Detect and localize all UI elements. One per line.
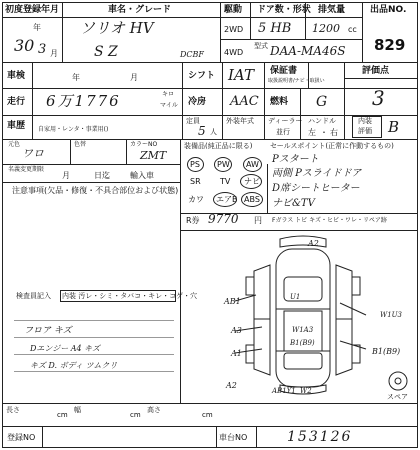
drive-2wd: 2WD <box>224 25 244 34</box>
fuel-label: 燃料 <box>270 97 289 107</box>
equip-sr: SR <box>190 177 201 186</box>
r-ticket-unit: 円 <box>254 216 262 225</box>
prev-color-label: 元色 <box>8 141 21 148</box>
history-label: 車歴 <box>7 121 26 131</box>
equip-tv: TV <box>220 177 231 186</box>
mark-b1-center: B1(B9) <box>290 339 315 347</box>
wheel-rl <box>246 345 254 363</box>
equipment-label: 装備品(純正品に限る) <box>184 142 253 150</box>
mark-w1a3: W1A3 <box>292 326 314 334</box>
mark-a3: A3 <box>231 326 242 335</box>
reg-year-hw: 30 <box>14 36 35 55</box>
mark-b1-right: B1(B9) <box>372 347 401 356</box>
r-ticket-label: R券 <box>186 216 200 225</box>
history-sub: 自家用・レンタ・事業用() <box>38 126 109 133</box>
mark-ab1y1: AB1Y1 <box>272 387 296 395</box>
unit-km: キロ <box>162 91 175 98</box>
mileage-label: 走行 <box>7 97 26 107</box>
model-label: 型式 <box>254 42 268 50</box>
displacement-label: 排気量 <box>318 5 346 15</box>
dealer-sub: 並行 <box>276 128 290 136</box>
steer-label: ハンドル <box>308 117 336 125</box>
rear-window <box>284 353 322 369</box>
r-ticket-hw: 9770 <box>208 212 239 226</box>
equip-abs: ABS <box>244 195 260 204</box>
mark-ab1: AB1 <box>224 297 241 306</box>
inspection-year: 年 <box>72 73 80 82</box>
import-label: 外装年式 <box>226 117 254 125</box>
capacity-hw: 5 <box>198 124 206 138</box>
cc-unit: cc <box>348 25 357 34</box>
auction-sheet <box>2 2 418 448</box>
spare-tire <box>389 372 407 390</box>
drive-label: 駆動 <box>224 5 243 15</box>
first-reg-label: 初度登録年月 <box>5 5 60 15</box>
capacity-unit: 人 <box>210 128 217 136</box>
circle-navi <box>240 174 262 189</box>
mileage-hw: 6万1776 <box>46 92 121 110</box>
capacity-label: 定員 <box>186 117 200 125</box>
sale-point-3: D席シートヒーター <box>272 183 360 194</box>
right-side-view <box>336 265 352 375</box>
front-bumper <box>280 236 326 247</box>
cc-hw: 1200 <box>312 22 340 35</box>
length-cm: cm <box>57 411 68 419</box>
drive-4wd: 4WD <box>224 48 244 57</box>
lot-label: 出品NO. <box>370 5 407 15</box>
warranty-sub: 取扱説明書/ナビ・取扱い <box>268 78 325 84</box>
height-cm: cm <box>202 411 213 419</box>
reg-number-label: 登録NO <box>7 433 36 442</box>
wheel-fr <box>352 277 360 295</box>
inspection-month: 月 <box>130 73 138 82</box>
steer-left: 左 <box>308 128 316 137</box>
fuel-hw: G <box>316 94 328 110</box>
lot-number: 829 <box>374 36 406 54</box>
ac-hw: AAC <box>230 94 259 109</box>
inspector-note-3: キズ D. ボディ ツムクリ <box>30 361 118 370</box>
warranty-label: 保証書 <box>270 66 298 76</box>
sale-point-2: 両側 Pスライドドア <box>272 168 362 179</box>
score-label: 評価点 <box>362 66 390 76</box>
circle-abs <box>241 192 263 207</box>
spare-label: スペア <box>387 393 408 401</box>
width-label: 幅 <box>74 406 81 414</box>
recycle-label: 輸入車 <box>130 171 154 180</box>
prev-color-hw: ワロ <box>22 147 44 160</box>
inspector-label: 検査員記入 <box>16 292 51 300</box>
left-side-view <box>254 265 270 375</box>
color-change-label: 色替 <box>74 141 87 148</box>
car-name-hw: ソリオ HV <box>80 19 154 37</box>
sale-point-4: ナビ&TV <box>272 198 315 209</box>
inspector-options: 内装 汚レ・シミ・タバコ・キレ・コゲ・穴 <box>62 292 198 300</box>
month-kanji: 月 <box>50 49 58 58</box>
colorno-label: カラーNO <box>130 141 158 148</box>
model-hw: DAA-MA46S <box>270 44 346 58</box>
sale-point-1: Pスタート <box>272 154 319 165</box>
colorno-hw: ZMT <box>140 149 167 162</box>
equip-navi: ナビ <box>244 177 260 186</box>
unit-mile: マイル <box>160 102 178 109</box>
inspector-note-2: Dエンジー A4 キズ <box>30 344 101 353</box>
interior-hw: B <box>388 118 400 136</box>
mark-a2-top: A2 <box>308 239 319 248</box>
mark-a2-left: A2 <box>226 381 237 390</box>
length-label: 長さ <box>6 406 20 414</box>
wheel-rr <box>352 345 360 363</box>
inspector-note-1: フロア キズ <box>24 326 72 336</box>
equip-leather: カワ <box>188 195 204 204</box>
shift-hw: IAT <box>228 66 254 84</box>
year-kanji: 年 <box>33 23 41 32</box>
mark-w1u3: W1U3 <box>380 311 403 319</box>
doors-hw: 5 HB <box>258 21 292 36</box>
doors-label: ドア数・形状 <box>257 5 311 15</box>
score-hw: 3 <box>372 86 385 110</box>
sale-points-label: セールスポイント(正常に作動するもの) <box>270 142 394 150</box>
mark-w2: W2 <box>300 387 312 395</box>
chassis-label: 車台NO <box>219 433 248 442</box>
interior-sub: 評価 <box>358 127 372 135</box>
circle-ps <box>187 157 204 172</box>
interior-label: 内装 <box>358 117 372 125</box>
mark-a1: A1 <box>231 349 242 358</box>
circle-aw <box>243 157 262 172</box>
circle-airbag <box>213 192 237 207</box>
equip-airbag: エアB <box>216 195 238 204</box>
shift-label: シフト <box>188 71 216 81</box>
mark-u1: U1 <box>290 293 301 301</box>
dealer-label: ディーラー <box>268 117 303 125</box>
reg-change-month: 月 <box>62 171 70 180</box>
inspection-label: 車検 <box>7 71 26 81</box>
height-label: 高さ <box>147 406 161 414</box>
width-cm: cm <box>130 411 141 419</box>
chassis-hw: 153126 <box>287 429 353 445</box>
ac-label: 冷房 <box>188 97 207 107</box>
steer-sep: ・ <box>320 128 328 137</box>
inspector-options-box <box>60 290 176 302</box>
code-hw: DCBF <box>180 50 204 59</box>
wheel-fl <box>246 277 254 295</box>
reg-change-day: 日迄 <box>94 171 110 180</box>
reg-month-hw: 3 <box>38 42 47 57</box>
circle-pw <box>214 157 232 172</box>
equip-aw: AW <box>246 160 259 169</box>
equip-pw: PW <box>217 160 230 169</box>
grade-hw: S Z <box>94 44 118 60</box>
equip-ps: PS <box>190 160 200 169</box>
reg-change-label: 名義変更期限 <box>8 166 45 173</box>
notes-label: 注意事項(欠品・修復・不具合部位および状態) <box>12 186 179 195</box>
glass-line: Fガラス トビ キズ・ヒビ・ワレ・リペア跡 <box>272 217 387 224</box>
steer-right: 右 <box>330 128 338 137</box>
car-name-label: 車名・グレード <box>108 5 172 15</box>
